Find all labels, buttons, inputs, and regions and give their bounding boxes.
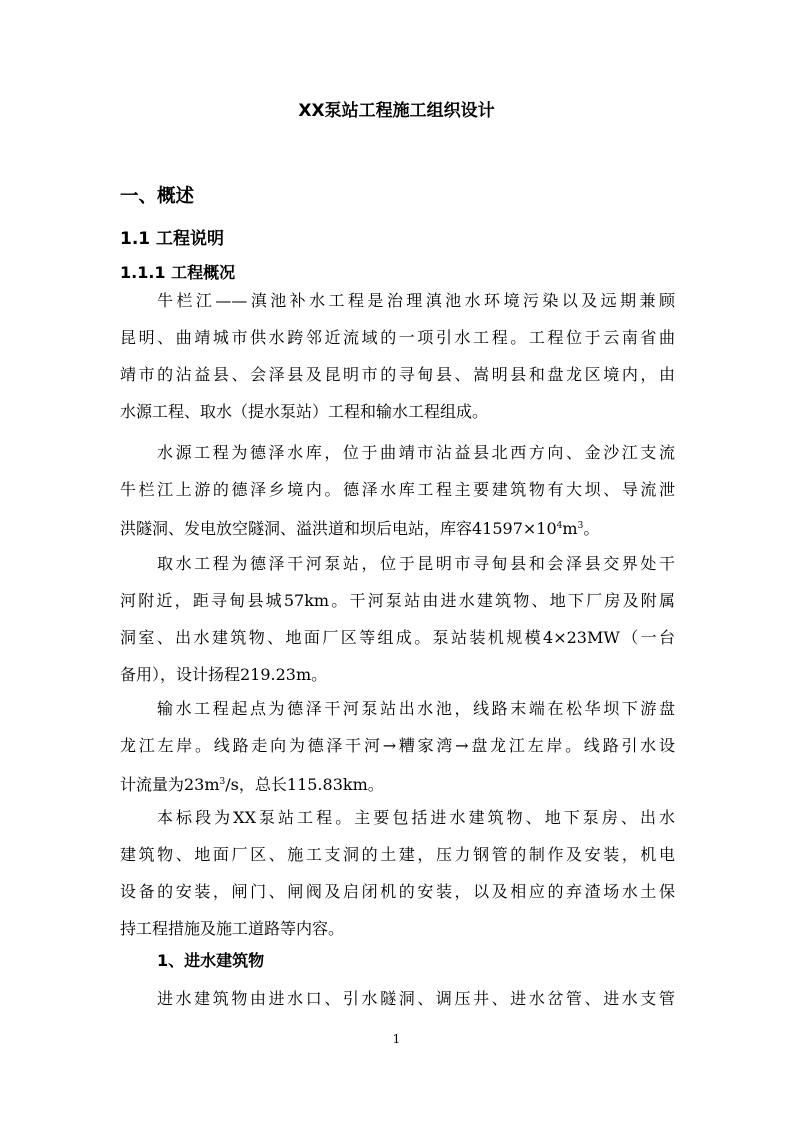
subsection-heading-intake: 1、进水建筑物 [157,951,265,970]
paragraph-line: 洞室、出水建筑物、地面厂区等组成。泵站装机规模4×23MW（一台 [120,628,675,647]
paragraph-line: 进水建筑物由进水口、引水隧洞、调压井、进水岔管、进水支管 [157,989,675,1008]
paragraph-line: 昆明、曲靖城市供水跨邻近流域的一项引水工程。工程位于云南省曲 [120,328,675,347]
superscript: 4 [556,521,563,531]
paragraph-line: 持工程措施及施工道路等内容。 [120,919,345,938]
document-title: XX泵站工程施工组织设计 [298,101,495,121]
paragraph-line: 本标段为XX泵站工程。主要包括进水建筑物、地下泵房、出水 [157,808,675,827]
paragraph-6 [120,980,675,1017]
paragraph-line: 靖市的沾益县、会泽县及昆明市的寻甸县、嵩明县和盘龙区境内，由 [120,365,675,384]
page-number: 1 [392,1032,401,1046]
paragraph-line: 龙江左岸。线路走向为德泽干河→糟家湾→盘龙江左岸。线路引水设 [120,736,675,755]
paragraph-line: 取水工程为德泽干河泵站，位于昆明市寻甸县和会泽县交界处干 [157,554,675,573]
paragraph-1 [120,282,675,430]
paragraph-line: 河附近，距寻甸县城57km。干河泵站由进水建筑物、地下厂房及附属 [120,591,675,610]
paragraph-line: 建筑物、地面厂区、施工支洞的土建，压力钢管的制作及安装，机电 [120,845,675,864]
section-heading-overview: 一、概述 [120,186,195,207]
section-heading-project-description: 1.1 工程说明 [120,229,225,249]
paragraph-line: 计流量为$23m^3/s$，总长115.83km。 [120,775,384,794]
paragraph-line: 输水工程起点为德泽干河泵站出水池，线路末端在松华坝下游盘 [157,699,675,718]
paragraph-4 [120,690,675,801]
paragraph-2 [120,434,675,545]
paragraph-line: 设备的安装，闸门、闸阀及启闭机的安装，以及相应的弃渣场水土保 [120,882,675,901]
paragraph-line: 牛栏江上游的德泽乡境内。德泽水库工程主要建筑物有大坝、导流泄 [120,480,675,499]
superscript: 3 [577,521,584,531]
paragraph-line: 牛栏江——滇池补水工程是治理滇池水环境污染以及远期兼顾 [157,291,675,310]
superscript: 3 [219,777,226,787]
paragraph-5 [120,799,675,947]
paragraph-line: 洪隧洞、发电放空隧洞、溢洪道和坝后电站，库容$41597\times 10^4m^3$。 [120,519,600,538]
paragraph-line: 备用），设计扬程219.23m。 [120,665,328,684]
paragraph-3 [120,545,675,693]
paragraph-line: 水源工程为德泽水库，位于曲靖市沾益县北西方向、金沙江支流 [157,443,675,462]
section-heading-project-overview: 1.1.1 工程概况 [120,263,236,282]
paragraph-line: 水源工程、取水（提水泵站）工程和输水工程组成。 [120,402,489,421]
